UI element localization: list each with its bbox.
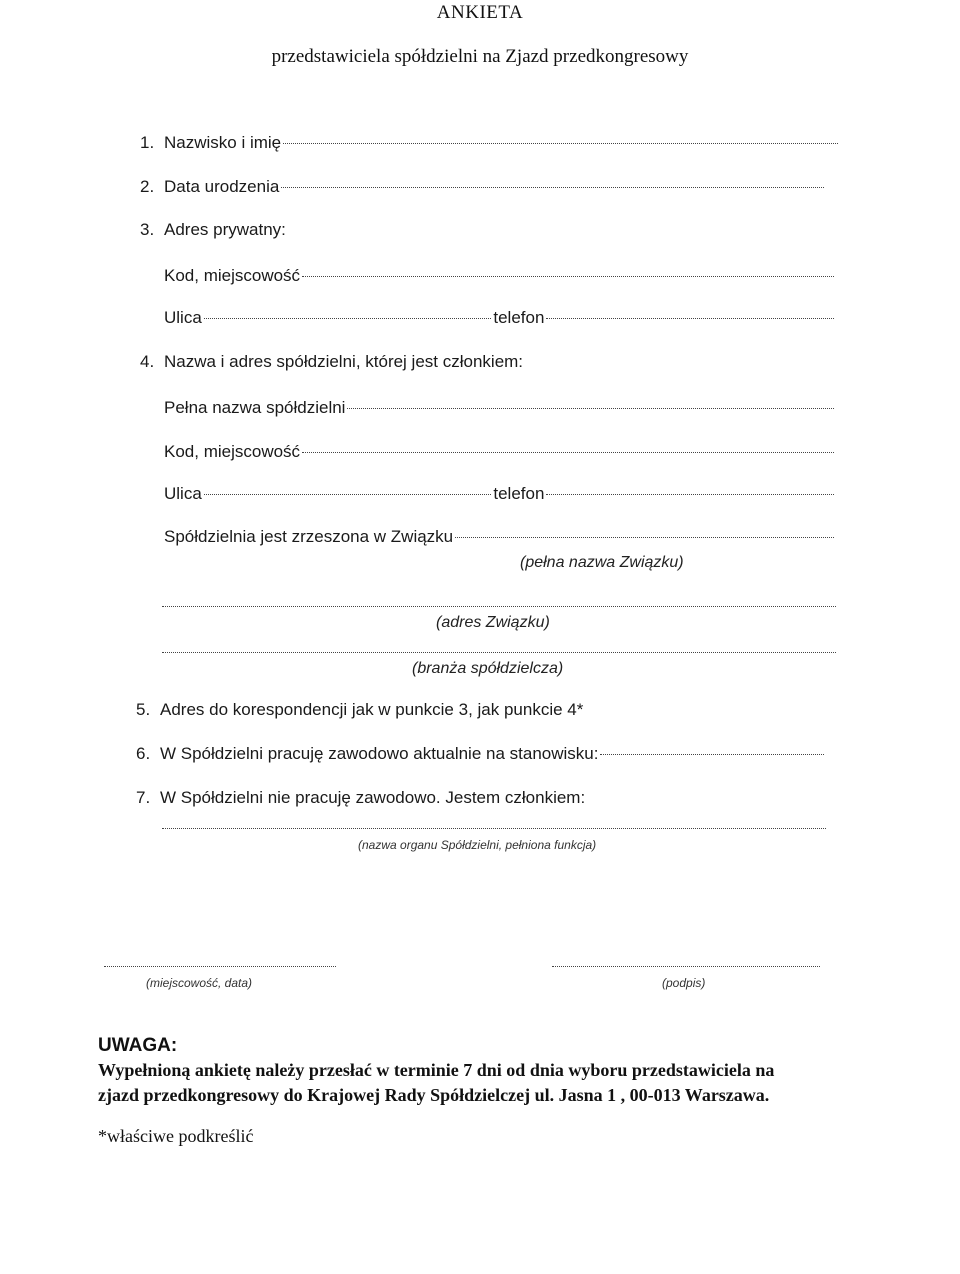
fill-line bbox=[281, 187, 824, 188]
field-coop-name-address bbox=[140, 352, 523, 372]
document-title: ANKIETA bbox=[436, 2, 524, 23]
field-number: 4. bbox=[140, 352, 155, 371]
field-label: Pełna nazwa spółdzielni bbox=[164, 398, 346, 417]
fill-line bbox=[546, 494, 834, 495]
field-label: Nazwisko i imię bbox=[164, 133, 282, 152]
field-member-of bbox=[136, 788, 585, 808]
note-line-1: Wypełnioną ankietę należy przesłać w terminie 7 dni od dnia wyboru przedstawiciela na bbox=[98, 1060, 775, 1080]
field-coop-postcode-city[interactable] bbox=[164, 442, 836, 462]
fill-line-coop-branch[interactable] bbox=[162, 652, 836, 653]
field-label: W Spółdzielni pracuję zawodowo aktualnie na stanowisku: bbox=[160, 744, 599, 763]
fill-line bbox=[546, 318, 834, 319]
field-label: Kod, miejscowość bbox=[164, 266, 301, 285]
field-label: Adres do korespondencji jak w punkcie 3, jak punkcie 4* bbox=[160, 700, 584, 719]
caption-coop-branch: (branża spółdzielcza) bbox=[412, 660, 564, 677]
field-correspondence-address[interactable] bbox=[136, 700, 583, 720]
field-private-postcode-city[interactable] bbox=[164, 266, 836, 286]
document-subtitle: przedstawiciela spółdzielni na Zjazd przedkongresowy bbox=[271, 46, 689, 67]
field-coop-full-name[interactable] bbox=[164, 398, 836, 418]
note-line-2: zjazd przedkongresowy do Krajowej Rady Spółdzielczej ul. Jasna 1 , 00-013 Warszawa. bbox=[98, 1085, 770, 1105]
field-coop-street-phone[interactable] bbox=[164, 484, 836, 504]
field-name[interactable] bbox=[140, 133, 840, 153]
field-number: 6. bbox=[136, 744, 151, 763]
caption-signature: (podpis) bbox=[662, 976, 706, 990]
field-label: Ulica bbox=[164, 308, 202, 327]
caption-union-address: (adres Związku) bbox=[436, 614, 550, 631]
fill-line bbox=[302, 276, 834, 277]
caption-place-date: (miejscowość, data) bbox=[146, 976, 253, 990]
field-label: Adres prywatny: bbox=[164, 220, 286, 239]
field-label: Nazwa i adres spółdzielni, której jest członkiem: bbox=[164, 352, 524, 371]
field-number: 5. bbox=[136, 700, 151, 719]
fill-line bbox=[204, 494, 492, 495]
fill-line bbox=[600, 754, 824, 755]
fill-line bbox=[302, 452, 834, 453]
field-coop-union[interactable] bbox=[164, 527, 836, 547]
field-label-phone: telefon bbox=[493, 308, 545, 327]
fill-line-place-date[interactable] bbox=[104, 966, 336, 967]
caption-union-full-name: (pełna nazwa Związku) bbox=[520, 554, 684, 571]
fill-line-union-address[interactable] bbox=[162, 606, 836, 607]
field-number: 3. bbox=[140, 220, 155, 239]
field-number: 2. bbox=[140, 177, 155, 196]
field-private-street-phone[interactable] bbox=[164, 308, 836, 328]
field-birth-date[interactable] bbox=[140, 177, 826, 197]
field-number: 1. bbox=[140, 133, 155, 152]
fill-line bbox=[455, 537, 834, 538]
fill-line bbox=[347, 408, 834, 409]
note-heading: UWAGA: bbox=[98, 1035, 178, 1056]
field-label: Ulica bbox=[164, 484, 202, 503]
field-private-address bbox=[140, 220, 286, 240]
field-current-position[interactable] bbox=[136, 744, 826, 764]
caption-organ-function: (nazwa organu Spółdzielni, pełniona funkcja) bbox=[358, 838, 597, 852]
field-label: Spółdzielnia jest zrzeszona w Związku bbox=[164, 527, 454, 546]
field-label-phone: telefon bbox=[493, 484, 545, 503]
field-label: Kod, miejscowość bbox=[164, 442, 301, 461]
fill-line-signature[interactable] bbox=[552, 966, 820, 967]
field-number: 7. bbox=[136, 788, 151, 807]
fill-line bbox=[204, 318, 492, 319]
field-label: W Spółdzielni nie pracuję zawodowo. Jestem członkiem: bbox=[160, 788, 586, 807]
field-label: Data urodzenia bbox=[164, 177, 280, 196]
fill-line bbox=[283, 143, 838, 144]
fill-line-organ[interactable] bbox=[162, 828, 826, 829]
footnote: *właściwe podkreślić bbox=[98, 1126, 254, 1146]
